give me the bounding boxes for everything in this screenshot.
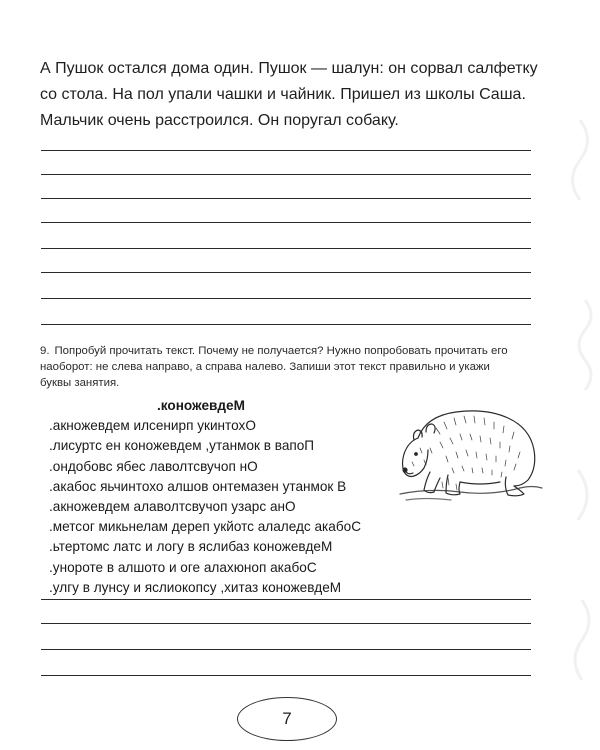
- writing-line[interactable]: [41, 174, 531, 175]
- mirrored-line: .метсог микьнелам дереп укйотс алаледс акабоС: [49, 519, 362, 535]
- mirrored-title: .коножевдеМ: [157, 398, 245, 413]
- mirrored-line: .акножевдем алаволтсвучоп узарс анО: [49, 499, 296, 515]
- writing-line[interactable]: [41, 150, 531, 151]
- writing-line[interactable]: [41, 599, 531, 600]
- page-number: 7: [237, 697, 337, 741]
- writing-line[interactable]: [41, 298, 531, 299]
- mirrored-line: .лисуртс ен коножевдем ,утанмок в вапоП: [49, 438, 315, 454]
- mirrored-line: .акабос яьчинтохо алшов онтемазен утанмок В: [49, 478, 347, 494]
- mirrored-text: [49, 396, 394, 598]
- story-line: Мальчик очень расстроился. Он поругал собаку.: [40, 112, 399, 129]
- task-line: буквы занятия.: [40, 377, 120, 389]
- mirrored-line: .ьтертомс латс и логу в яслибаз коножевдеМ: [49, 539, 333, 555]
- writing-line[interactable]: [41, 222, 531, 223]
- bear-icon: [396, 398, 546, 506]
- mirrored-line: .акножевдем илсенирп укинтохО: [49, 418, 256, 434]
- mirrored-line: .унороте в алшото и оге алахюноп акабоС: [49, 559, 317, 575]
- writing-line[interactable]: [41, 248, 531, 249]
- task-line: Попробуй прочитать текст. Почему не получается? Нужно попробовать прочитать его: [54, 345, 508, 357]
- story-line: А Пушок остался дома один. Пушок — шалун: он сорвал салфетку: [40, 60, 538, 77]
- writing-line[interactable]: [41, 324, 531, 325]
- writing-line[interactable]: [41, 649, 531, 650]
- writing-line[interactable]: [41, 623, 531, 624]
- story-line: со стола. На пол упали чашки и чайник. Пришел из школы Саша.: [40, 86, 526, 103]
- mirrored-line: .ондобовс ябес лаволтсвучоп нО: [49, 458, 258, 474]
- writing-line[interactable]: [41, 675, 531, 676]
- task-9-instructions: [40, 343, 560, 391]
- writing-line[interactable]: [41, 198, 531, 199]
- story-text: [40, 56, 560, 134]
- writing-line[interactable]: [41, 272, 531, 273]
- task-line: наоборот: не слева направо, а справа налево. Запиши этот текст правильно и укажи: [40, 361, 490, 373]
- mirrored-line: .улгу в лунсу и яслиокопсу ,хитаз коножевдеМ: [49, 579, 342, 595]
- task-number: 9.: [40, 345, 50, 357]
